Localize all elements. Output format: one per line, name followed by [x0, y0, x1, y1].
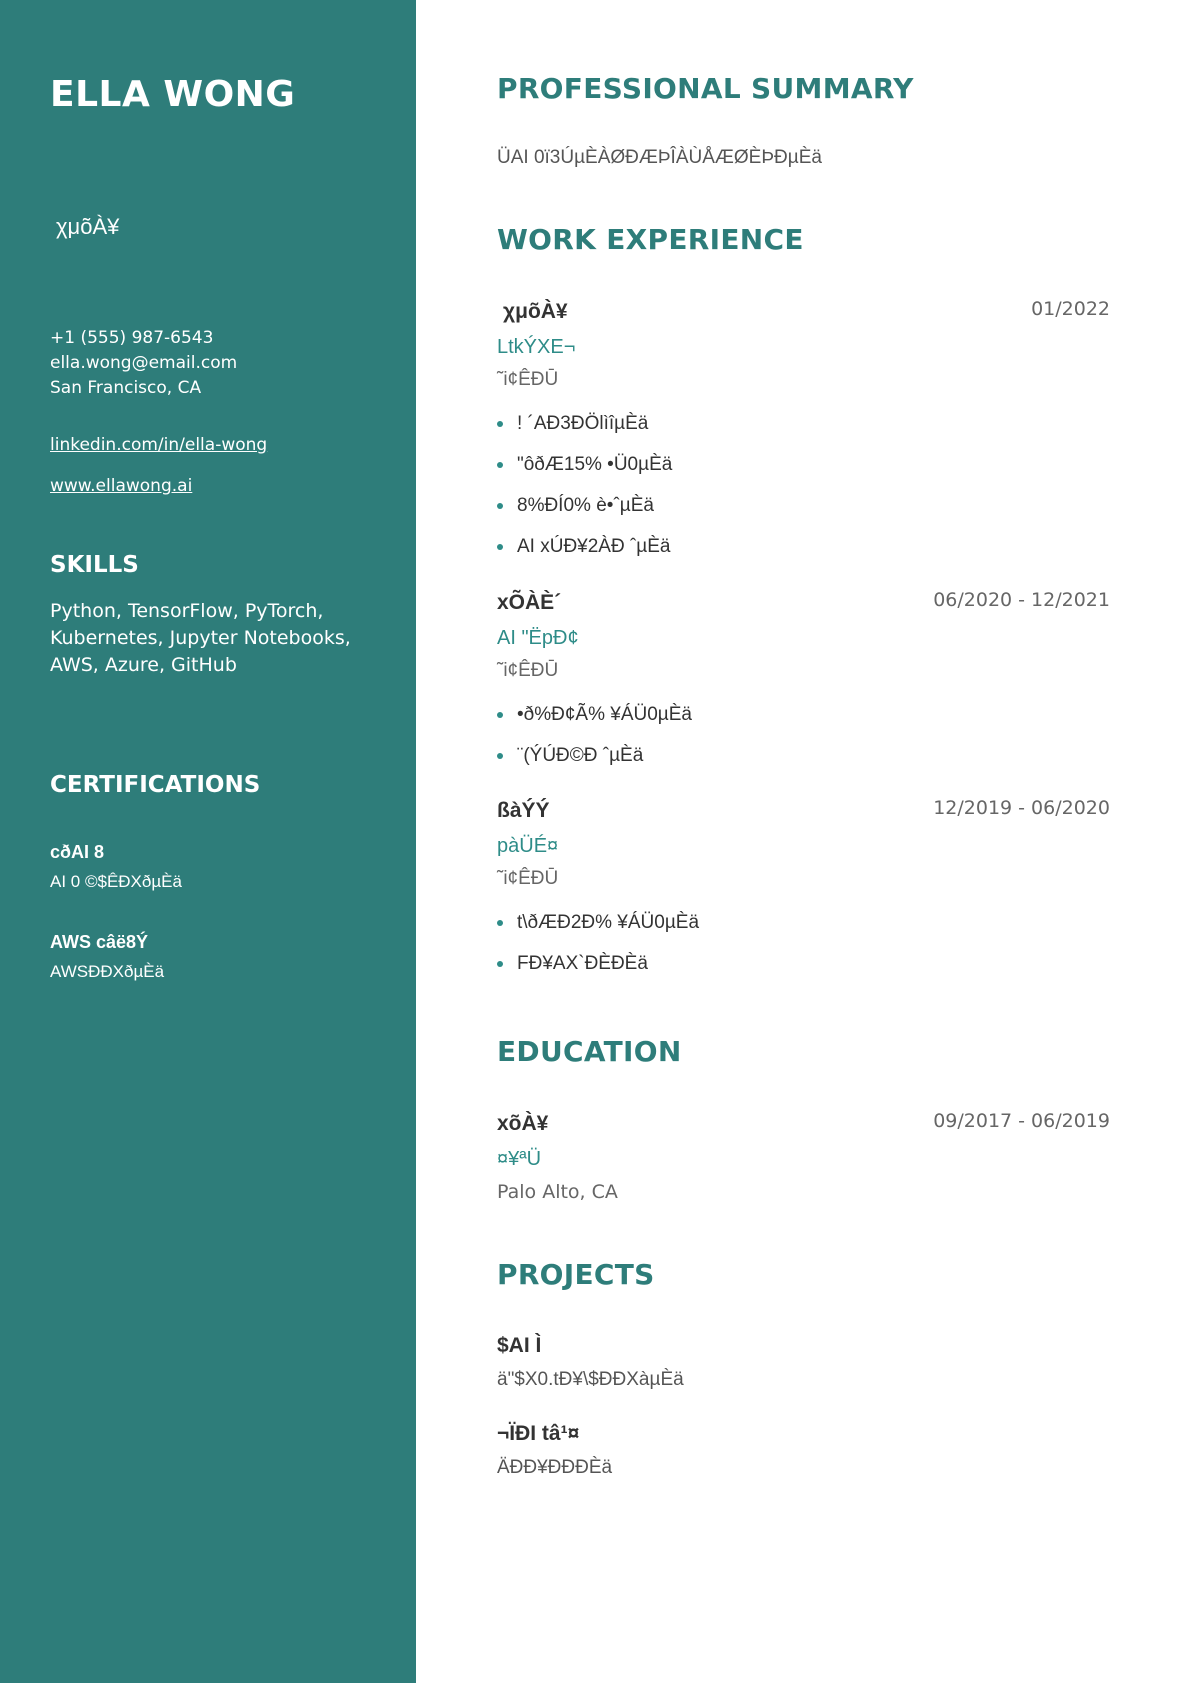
contact-phone: +1 (555) 987-6543 [50, 328, 214, 348]
edu-location: Palo Alto, CA [497, 1181, 618, 1203]
linkedin-link[interactable]: linkedin.com/in/ella-wong [50, 435, 268, 455]
cert-issuer-2: AWSÐÐXðµÈä [50, 962, 165, 981]
job-title-1: χμõÀ¥ [503, 300, 568, 323]
skills-list: Python, TensorFlow, PyTorch, Kubernetes, Jupyter Notebooks, AWS, Azure, GitHub [50, 600, 351, 676]
candidate-subtitle: χμõÀ¥ [56, 214, 120, 239]
job-date-3: 12/2019 - 06/2020 [933, 797, 1110, 819]
job-location-2: ˜i¢ÊÐŪ [497, 660, 559, 681]
contact-email: ella.wong@email.com [50, 353, 238, 373]
job-title-2: xÕÀÈ´ [497, 591, 562, 614]
job-bullets-2 [497, 702, 692, 784]
cert-issuer-1: AI 0 ©$ÊÐXðµÈä [50, 872, 182, 891]
job-location-1: ˜i¢ÊÐŪ [497, 369, 559, 390]
summary-text: ÜAI 0ï3ÚµÈÀØÐÆÞÎÀÙÅÆØÈÞÐµÈä [497, 147, 822, 168]
job-location-3: ˜i¢ÊÐŪ [497, 868, 559, 889]
list-item: "ôðÆ15% •Ü0µÈä [497, 452, 672, 493]
certifications-heading: CERTIFICATIONS [50, 772, 261, 798]
list-item: ! ´AÐ3ÐÖlìîµÈä [497, 411, 672, 452]
contact-block [50, 326, 237, 401]
skills-heading: SKILLS [50, 552, 139, 578]
project-name-1: $AI Ì [497, 1334, 542, 1357]
list-item: •ð%Ð¢Ã% ¥ÁÜ0µÈä [497, 702, 692, 743]
edu-date: 09/2017 - 06/2019 [933, 1110, 1110, 1132]
job-bullets-3 [497, 910, 699, 992]
candidate-name: ELLA WONG [50, 74, 296, 115]
education-heading: EDUCATION [497, 1035, 682, 1068]
cert-name-1: cðAI 8 [50, 842, 105, 862]
website-link[interactable]: www.ellawong.ai [50, 476, 193, 496]
list-item: t\ðÆÐ2Ð% ¥ÁÜ0µÈä [497, 910, 699, 951]
projects-heading: PROJECTS [497, 1258, 655, 1291]
project-desc-1: ä"$X0.tÐ¥\$ÐÐXàµÈä [497, 1369, 684, 1390]
job-bullets-1 [497, 411, 672, 575]
job-title-3: ßàÝÝ [497, 799, 550, 822]
summary-heading: PROFESSIONAL SUMMARY [497, 72, 914, 105]
edu-degree: xõÀ¥ [497, 1112, 549, 1135]
job-date-1: 01/2022 [1031, 298, 1110, 320]
edu-school: ¤¥ªÜ [497, 1148, 542, 1170]
list-item: 8%ÐÍ0% è•ˆµÈä [497, 493, 672, 534]
list-item: FÐ¥AX`ÐÈÐÈä [497, 951, 699, 992]
job-company-2: AI "ËpÐ¢ [497, 627, 579, 649]
job-company-1: LtkÝXЕ¬ [497, 336, 576, 358]
cert-name-2: AWS câë8Ý [50, 932, 149, 952]
list-item: ¨(ÝÚÐ©Ð ˆµÈä [497, 743, 692, 784]
project-name-2: ¬ÏÐI tâ¹¤ [497, 1422, 580, 1445]
project-desc-2: ÄÐÐ¥ÐÐÐÈä [497, 1457, 613, 1478]
contact-location: San Francisco, CA [50, 378, 202, 398]
job-company-3: pàÜÉ¤ [497, 835, 559, 857]
experience-heading: WORK EXPERIENCE [497, 223, 804, 256]
list-item: AI xÚÐ¥2ÀÐ ˆµÈä [497, 534, 672, 575]
job-date-2: 06/2020 - 12/2021 [933, 589, 1110, 611]
